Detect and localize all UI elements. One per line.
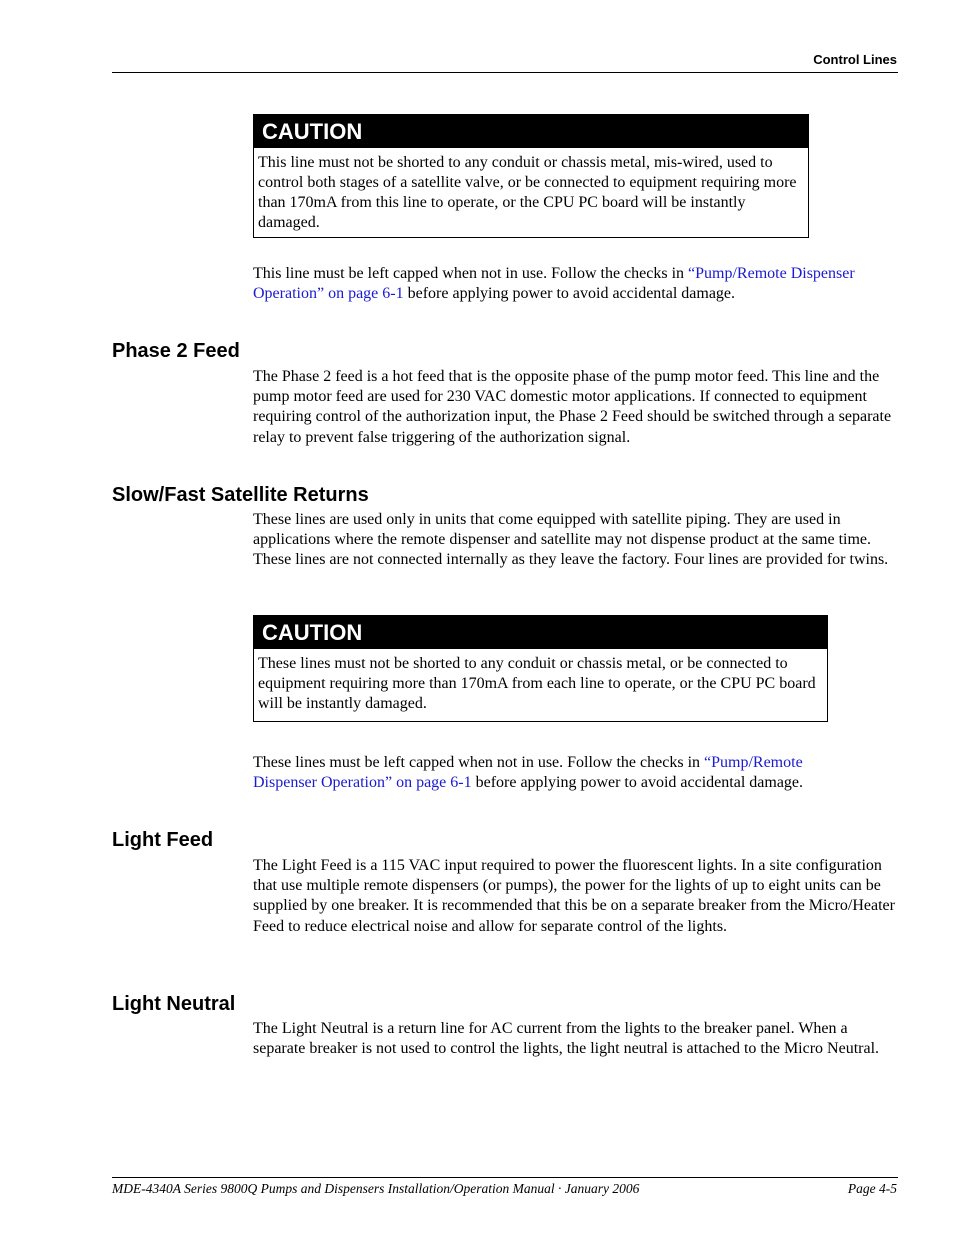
section-heading-satellite-returns: Slow/Fast Satellite Returns	[112, 484, 369, 506]
light-feed-paragraph: The Light Feed is a 115 VAC input required to power the fluorescent lights. In a site configuration that use multiple remote dispensers (or pumps), the power for the lights of up to eight units can be supplied by one breaker. It is recommended that this be on a separate breaker from the Micro/Heater Feed to reduce electrical noise and allow for separate control of the lights.	[253, 857, 895, 935]
phase-2-feed-paragraph: The Phase 2 feed is a hot feed that is the opposite phase of the pump motor feed. This line and the pump motor feed are used for 230 VAC domestic motor applications. If connected to equipment requiring control of the authorization input, the Phase 2 Feed should be switched through a separate relay to prevent false triggering of the authorization signal.	[253, 368, 892, 446]
capped-paragraph-1	[253, 264, 901, 304]
caution-box-1	[253, 114, 809, 238]
caution-box-2	[253, 615, 828, 722]
section-heading-light-neutral: Light Neutral	[112, 993, 236, 1015]
footer-document-title: MDE-4340A Series 9800Q Pumps and Dispensers Installation/Operation Manual · January 2006	[112, 1181, 640, 1196]
footer-page-number: Page 4-5	[847, 1181, 897, 1196]
caution-text: These lines must not be shorted to any conduit or chassis metal, or be connected to equipment requiring more than 170mA from each line to operate, or the CPU PC board will be instantly damaged.	[258, 655, 816, 712]
paragraph-text: This line must be left capped when not in use. Follow the checks in	[253, 265, 689, 282]
capped-paragraph-2	[253, 753, 853, 793]
footer-rule	[112, 1177, 898, 1178]
caution-label: CAUTION	[254, 115, 808, 148]
satellite-returns-paragraph: These lines are used only in units that come equipped with satellite piping. They are used in applications where the remote dispenser and satellite may not dispense product at the same time. These lines are not connected internally as they leave the factory. Four lines are provided for twins.	[253, 511, 889, 569]
caution-label: CAUTION	[254, 616, 827, 649]
cross-reference-link[interactable]: “Pump/Remote Dispenser Operation” on page 6-1	[253, 754, 803, 792]
running-header-title: Control Lines	[813, 52, 897, 67]
section-heading-phase-2-feed: Phase 2 Feed	[112, 340, 240, 362]
header-rule	[112, 72, 898, 73]
light-neutral-paragraph: The Light Neutral is a return line for AC current from the lights to the breaker panel. When a separate breaker is not used to control the lights, the light neutral is attached to the Micro Neutral.	[253, 1020, 880, 1058]
paragraph-text: before applying power to avoid accidental damage.	[403, 285, 736, 303]
section-heading-light-feed: Light Feed	[112, 829, 214, 851]
paragraph-text: before applying power to avoid accidental damage.	[471, 774, 804, 792]
paragraph-text: These lines must be left capped when not in use. Follow the checks in	[253, 754, 705, 771]
caution-text: This line must not be shorted to any conduit or chassis metal, mis-wired, used to control both stages of a satellite valve, or be connected to equipment requiring more than 170mA from this line to operate, or the CPU PC board will be instantly damaged.	[258, 154, 797, 231]
cross-reference-link[interactable]: “Pump/Remote Dispenser Operation” on page 6-1	[253, 265, 855, 303]
